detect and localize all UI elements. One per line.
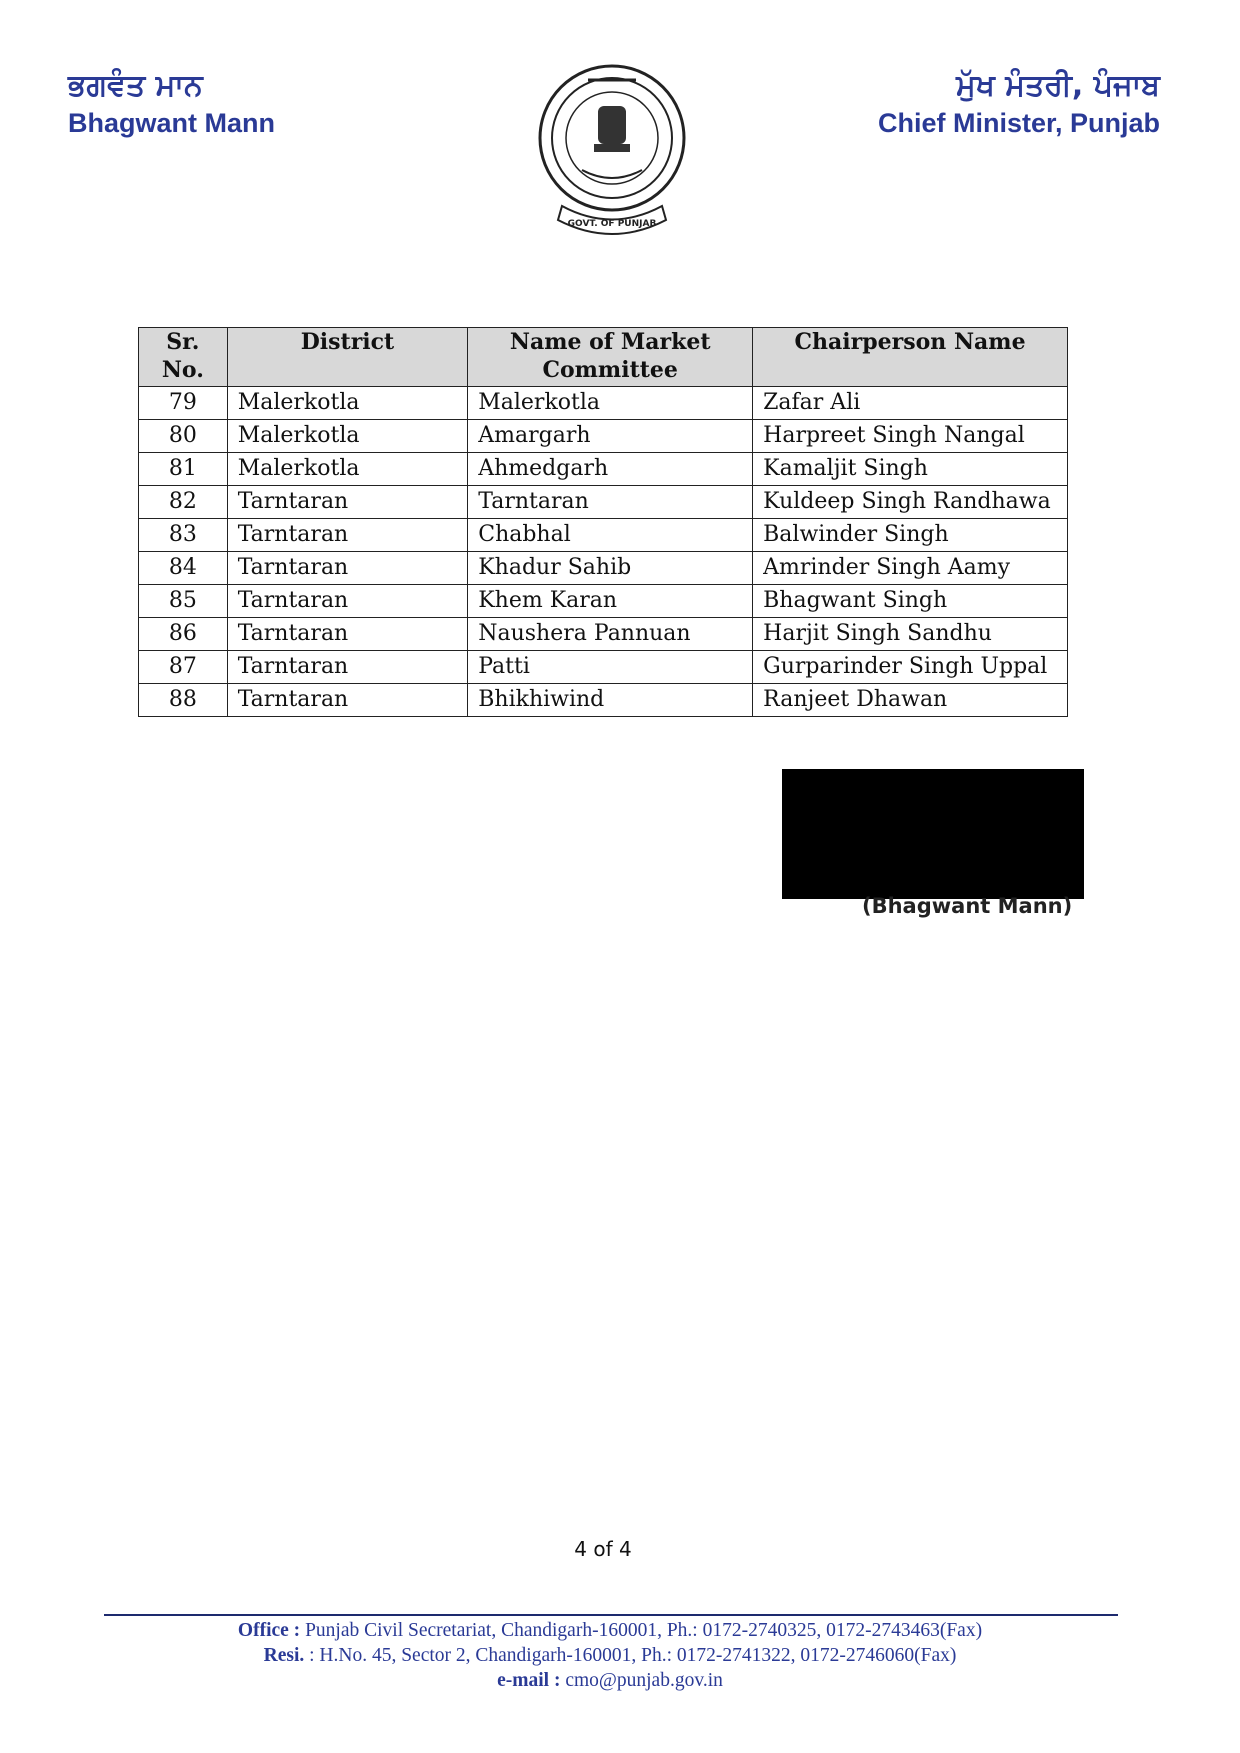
cell-chairperson: Zafar Ali — [753, 387, 1068, 420]
residence-label: Resi. — [263, 1645, 305, 1666]
cell-district: Malerkotla — [227, 387, 468, 420]
table-row — [139, 618, 1068, 651]
cell-sr-no: 80 — [139, 420, 228, 453]
footer-email — [110, 1668, 1110, 1693]
email-label: e-mail : — [497, 1670, 561, 1691]
cell-market-committee: Tarntaran — [468, 486, 753, 519]
cell-chairperson: Balwinder Singh — [753, 519, 1068, 552]
cell-district: Tarntaran — [227, 618, 468, 651]
header-right — [878, 66, 1160, 140]
title-punjabi: ਮੁੱਖ ਮੰਤਰੀ, ਪੰਜਾਬ — [956, 68, 1160, 103]
table-row — [139, 684, 1068, 717]
column-header-market-committee: Name of Market Committee — [468, 328, 753, 387]
market-committee-table — [138, 327, 1068, 717]
signatory-name: (Bhagwant Mann) — [862, 894, 1073, 918]
redacted-signature — [782, 769, 1084, 899]
cell-market-committee: Chabhal — [468, 519, 753, 552]
cell-market-committee: Amargarh — [468, 420, 753, 453]
emblem-text: GOVT. OF PUNJAB — [567, 219, 657, 229]
cell-chairperson: Ranjeet Dhawan — [753, 684, 1068, 717]
office-label: Office : — [237, 1620, 301, 1641]
cell-district: Malerkotla — [227, 453, 468, 486]
table-row — [139, 519, 1068, 552]
page-number: 4 of 4 — [574, 1537, 632, 1561]
table-row — [139, 420, 1068, 453]
table-row — [139, 651, 1068, 684]
cell-sr-no: 88 — [139, 684, 228, 717]
cell-sr-no: 79 — [139, 387, 228, 420]
table-row — [139, 585, 1068, 618]
cell-chairperson: Kuldeep Singh Randhawa — [753, 486, 1068, 519]
cell-chairperson: Gurparinder Singh Uppal — [753, 651, 1068, 684]
table-row — [139, 552, 1068, 585]
cell-chairperson: Amrinder Singh Aamy — [753, 552, 1068, 585]
cell-sr-no: 84 — [139, 552, 228, 585]
residence-address: : H.No. 45, Sector 2, Chandigarh-160001, Ph.: 0172-2741322, 0172-2746060(Fax) — [309, 1645, 957, 1666]
cell-district: Tarntaran — [227, 651, 468, 684]
cell-district: Tarntaran — [227, 684, 468, 717]
column-header-sr-no: Sr. No. — [139, 328, 228, 387]
cell-chairperson: Harpreet Singh Nangal — [753, 420, 1068, 453]
cell-market-committee: Khem Karan — [468, 585, 753, 618]
cell-sr-no: 87 — [139, 651, 228, 684]
cell-district: Tarntaran — [227, 552, 468, 585]
email-address[interactable]: cmo@punjab.gov.in — [565, 1670, 723, 1691]
cell-sr-no: 81 — [139, 453, 228, 486]
table-row — [139, 453, 1068, 486]
cell-market-committee: Bhikhiwind — [468, 684, 753, 717]
column-header-district: District — [227, 328, 468, 387]
column-header-chairperson: Chairperson Name — [753, 328, 1068, 387]
footer-office — [110, 1618, 1110, 1643]
cell-district: Tarntaran — [227, 585, 468, 618]
office-address: Punjab Civil Secretariat, Chandigarh-160001, Ph.: 0172-2740325, 0172-2743463(Fax) — [305, 1620, 983, 1641]
cell-sr-no: 86 — [139, 618, 228, 651]
cell-market-committee: Malerkotla — [468, 387, 753, 420]
cell-market-committee: Patti — [468, 651, 753, 684]
header-left — [68, 66, 275, 140]
cell-district: Tarntaran — [227, 486, 468, 519]
table-row — [139, 387, 1068, 420]
cell-district: Tarntaran — [227, 519, 468, 552]
footer-divider — [104, 1614, 1118, 1616]
government-emblem-icon — [532, 58, 692, 250]
table-header-row — [139, 328, 1068, 387]
cell-chairperson: Bhagwant Singh — [753, 585, 1068, 618]
cell-sr-no: 85 — [139, 585, 228, 618]
cell-sr-no: 82 — [139, 486, 228, 519]
name-punjabi: ਭਗਵੰਤ ਮਾਨ — [68, 68, 203, 103]
title-english: Chief Minister, Punjab — [877, 108, 1160, 138]
cell-market-committee: Ahmedgarh — [468, 453, 753, 486]
cell-market-committee: Khadur Sahib — [468, 552, 753, 585]
cell-district: Malerkotla — [227, 420, 468, 453]
table-row — [139, 486, 1068, 519]
name-english: Bhagwant Mann — [68, 108, 275, 138]
cell-sr-no: 83 — [139, 519, 228, 552]
cell-chairperson: Harjit Singh Sandhu — [753, 618, 1068, 651]
cell-market-committee: Naushera Pannuan — [468, 618, 753, 651]
cell-chairperson: Kamaljit Singh — [753, 453, 1068, 486]
footer-residence — [110, 1643, 1110, 1668]
